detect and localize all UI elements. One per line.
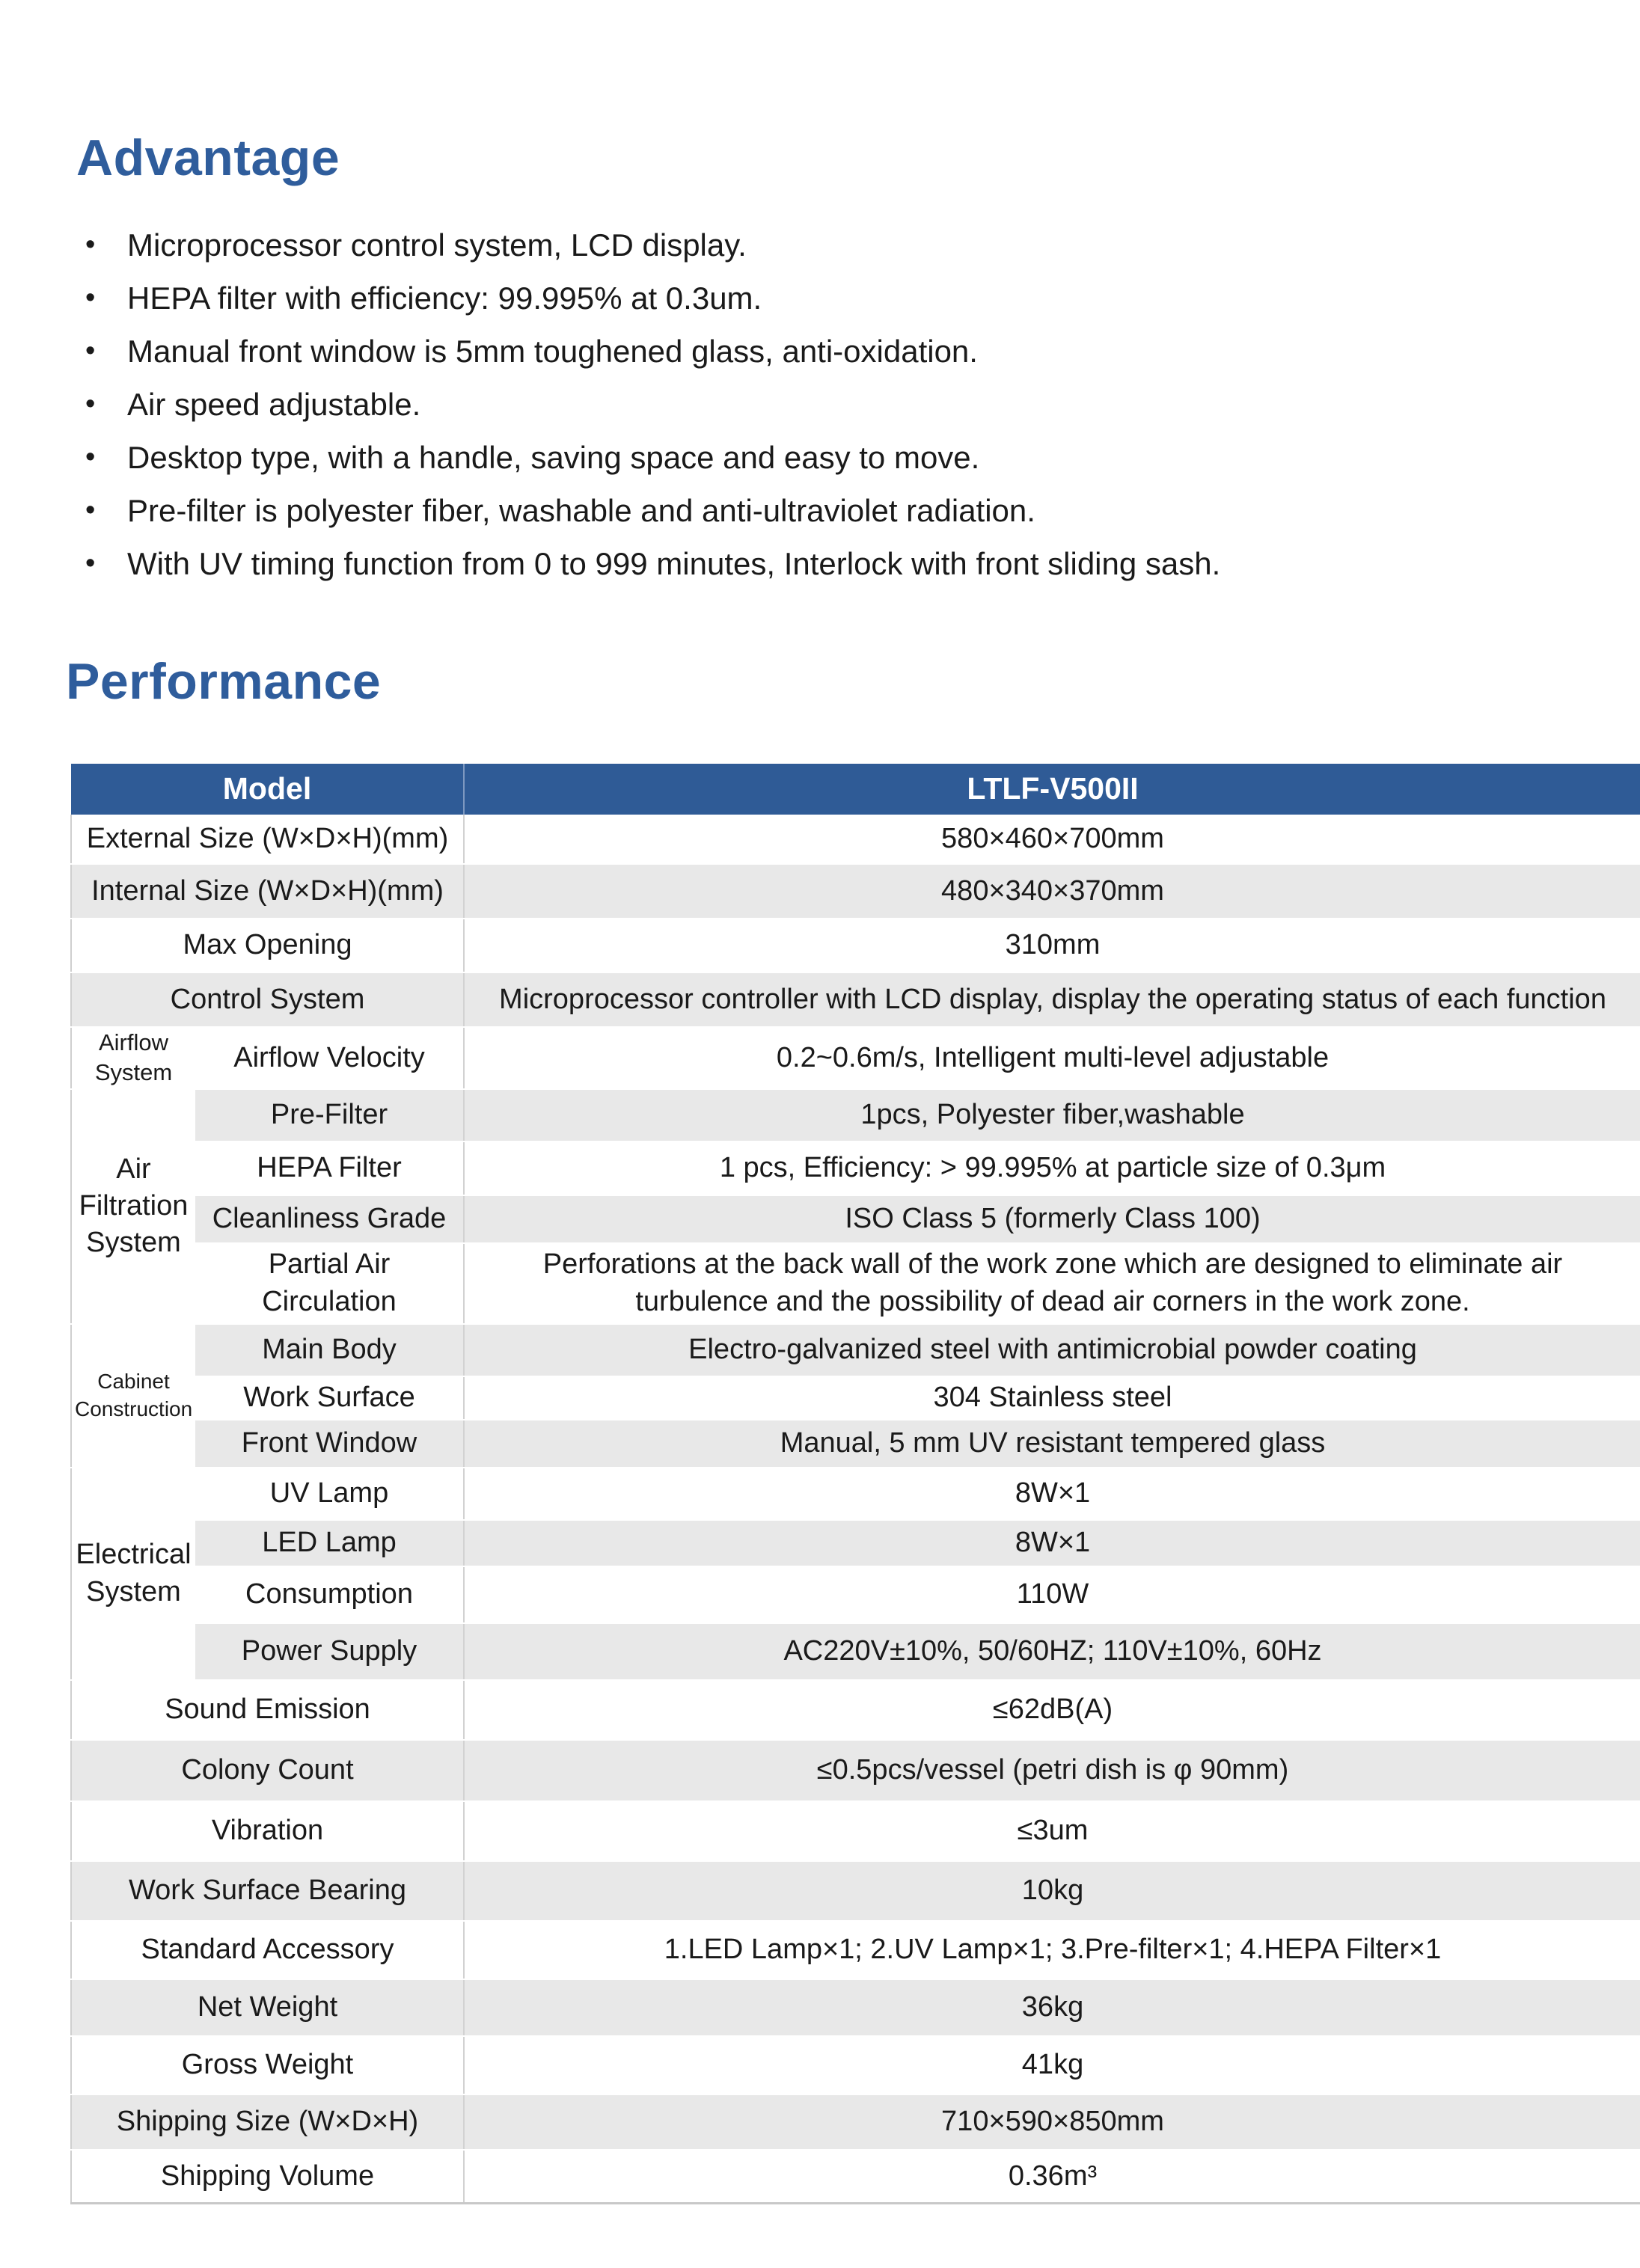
- table-row: [71, 2036, 1640, 2094]
- bullet-icon: •: [85, 229, 96, 260]
- table-row: [71, 1801, 1640, 1861]
- table-row: [71, 1324, 1640, 1376]
- table-row: [71, 815, 1640, 864]
- row-value: 480×340×370mm: [464, 864, 1640, 919]
- row-value: 1 pcs, Efficiency: > 99.995% at particle size of 0.3μm: [464, 1141, 1640, 1195]
- row-label: Colony Count: [71, 1740, 464, 1801]
- row-label: Consumption: [195, 1566, 464, 1623]
- table-row: [71, 972, 1640, 1027]
- list-item: [82, 378, 1220, 431]
- row-label: Sound Emission: [71, 1680, 464, 1740]
- table-row: [71, 864, 1640, 919]
- group-label-cabinet-construction: Cabinet Construction: [71, 1324, 195, 1468]
- row-label: LED Lamp: [195, 1520, 464, 1566]
- row-label: Max Opening: [71, 919, 464, 972]
- table-row: [71, 2094, 1640, 2150]
- row-label: Power Supply: [195, 1623, 464, 1680]
- row-value: 10kg: [464, 1861, 1640, 1921]
- row-label: Standard Accessory: [71, 1921, 464, 1979]
- list-item: [82, 272, 1220, 325]
- list-item: [82, 431, 1220, 484]
- list-item-text: Desktop type, with a handle, saving space and easy to move.: [127, 440, 980, 475]
- list-item-text: HEPA filter with efficiency: 99.995% at 0.3um.: [127, 281, 762, 316]
- bullet-icon: •: [85, 548, 96, 579]
- row-value: 304 Stainless steel: [464, 1376, 1640, 1420]
- row-label: Cleanliness Grade: [195, 1195, 464, 1243]
- bullet-icon: •: [85, 441, 96, 473]
- table-row: [71, 1243, 1640, 1324]
- list-item-text: Pre-filter is polyester fiber, washable and anti-ultraviolet radiation.: [127, 493, 1035, 528]
- row-label: Internal Size (W×D×H)(mm): [71, 864, 464, 919]
- bullet-icon: •: [85, 388, 96, 420]
- row-value: Manual, 5 mm UV resistant tempered glass: [464, 1420, 1640, 1468]
- row-label: Front Window: [195, 1420, 464, 1468]
- row-label: Work Surface Bearing: [71, 1861, 464, 1921]
- table-row: [71, 1921, 1640, 1979]
- row-value: ≤0.5pcs/vessel (petri dish is φ 90mm): [464, 1740, 1640, 1801]
- row-value: ≤62dB(A): [464, 1680, 1640, 1740]
- bullet-icon: •: [85, 282, 96, 313]
- row-label: External Size (W×D×H)(mm): [71, 815, 464, 864]
- row-value: 310mm: [464, 919, 1640, 972]
- row-label: HEPA Filter: [195, 1141, 464, 1195]
- row-value: 110W: [464, 1566, 1640, 1623]
- row-value: Microprocessor controller with LCD display, display the operating status of each function: [464, 972, 1640, 1027]
- row-label: Shipping Size (W×D×H): [71, 2094, 464, 2150]
- table-row: [71, 919, 1640, 972]
- row-value: 1pcs, Polyester fiber,washable: [464, 1089, 1640, 1141]
- row-label: Pre-Filter: [195, 1089, 464, 1141]
- list-item-text: Manual front window is 5mm toughened glass, anti-oxidation.: [127, 334, 978, 369]
- group-label-airflow: Airflow System: [71, 1027, 195, 1089]
- row-value: ISO Class 5 (formerly Class 100): [464, 1195, 1640, 1243]
- row-value: AC220V±10%, 50/60HZ; 110V±10%, 60Hz: [464, 1623, 1640, 1680]
- row-value-line: turbulence and the possibility of dead air corners in the work zone.: [635, 1285, 1470, 1317]
- performance-heading: Performance: [66, 653, 382, 710]
- row-label: Net Weight: [71, 1979, 464, 2036]
- list-item: [82, 218, 1220, 272]
- row-value: 710×590×850mm: [464, 2094, 1640, 2150]
- row-value: [464, 1243, 1640, 1324]
- row-label: Shipping Volume: [71, 2150, 464, 2204]
- list-item-text: With UV timing function from 0 to 999 minutes, Interlock with front sliding sash.: [127, 546, 1221, 581]
- table-row: [71, 1861, 1640, 1921]
- row-label: Gross Weight: [71, 2036, 464, 2094]
- row-label: Airflow Velocity: [195, 1027, 464, 1089]
- row-value: 8W×1: [464, 1520, 1640, 1566]
- row-value-line: Perforations at the back wall of the work zone which are designed to eliminate air: [542, 1248, 1563, 1281]
- group-label-air-filtration: Air Filtration System: [71, 1089, 195, 1324]
- row-value: ≤3um: [464, 1801, 1640, 1861]
- row-label: UV Lamp: [195, 1468, 464, 1520]
- list-item-text: Microprocessor control system, LCD display.: [127, 227, 747, 263]
- row-value: 580×460×700mm: [464, 815, 1640, 864]
- row-label: Control System: [71, 972, 464, 1027]
- advantage-heading: Advantage: [76, 129, 340, 186]
- advantage-list: [82, 218, 1220, 590]
- row-value: Electro-galvanized steel with antimicrobial powder coating: [464, 1324, 1640, 1376]
- list-item-text: Air speed adjustable.: [127, 387, 421, 422]
- table-header-row: [71, 764, 1640, 815]
- header-model-value: LTLF-V500II: [464, 764, 1640, 815]
- table-row: [71, 1376, 1640, 1420]
- row-label: Main Body: [195, 1324, 464, 1376]
- list-item: [82, 537, 1220, 590]
- table-row: [71, 1089, 1640, 1141]
- table-row: [71, 2150, 1640, 2204]
- performance-table: [70, 764, 1640, 2204]
- row-value: 0.2~0.6m/s, Intelligent multi-level adjustable: [464, 1027, 1640, 1089]
- table-row: [71, 1420, 1640, 1468]
- table-row: [71, 1680, 1640, 1740]
- bullet-icon: •: [85, 494, 96, 526]
- table-row: [71, 1468, 1640, 1520]
- row-label: Partial Air Circulation: [195, 1243, 464, 1324]
- row-value: 1.LED Lamp×1; 2.UV Lamp×1; 3.Pre-filter×1; 4.HEPA Filter×1: [464, 1921, 1640, 1979]
- list-item: [82, 325, 1220, 378]
- table-row: [71, 1979, 1640, 2036]
- row-value: 41kg: [464, 2036, 1640, 2094]
- table-row: [71, 1141, 1640, 1195]
- row-value: 0.36m³: [464, 2150, 1640, 2204]
- header-model-label: Model: [71, 764, 464, 815]
- row-value: 8W×1: [464, 1468, 1640, 1520]
- table-row: [71, 1740, 1640, 1801]
- row-label: Vibration: [71, 1801, 464, 1861]
- table-row: [71, 1520, 1640, 1566]
- table-row: [71, 1566, 1640, 1623]
- group-label-electrical: Electrical System: [71, 1468, 195, 1680]
- table-row: [71, 1027, 1640, 1089]
- table-row: [71, 1623, 1640, 1680]
- bullet-icon: •: [85, 335, 96, 367]
- row-label: Work Surface: [195, 1376, 464, 1420]
- row-value: 36kg: [464, 1979, 1640, 2036]
- list-item: [82, 484, 1220, 537]
- table-row: [71, 1195, 1640, 1243]
